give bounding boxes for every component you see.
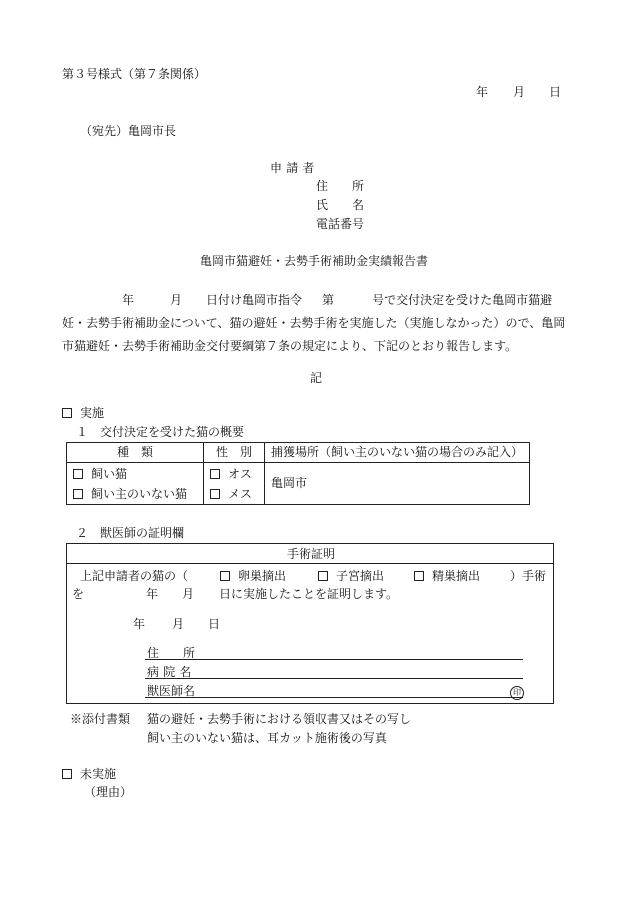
intro-dai: 第 <box>322 293 335 307</box>
header-date-month: 月 <box>513 85 526 99</box>
attachment-2: 飼い主のいない猫は、耳カット施術後の写真 <box>147 731 387 745</box>
certificate-line2-month: 月 <box>182 587 195 601</box>
not-implemented-checkbox[interactable] <box>62 769 72 779</box>
certificate-line1-end: ）手術 <box>510 569 547 583</box>
not-implemented-label: 未実施 <box>80 767 117 781</box>
certificate-hospital-label: 病院名 <box>147 665 196 679</box>
certificate-line2-year: 年 <box>146 587 159 601</box>
addressee: （宛先）亀岡市長 <box>80 124 177 138</box>
form-number: 第３号様式（第７条関係） <box>62 67 207 81</box>
applicant-name-label: 氏 名 <box>316 198 365 212</box>
header-date-year: 年 <box>476 85 489 99</box>
seal-mark <box>510 683 524 700</box>
certificate-line2-wo: を <box>72 587 85 601</box>
sex-male-label: オス <box>228 466 252 481</box>
header-place: 捕獲場所（飼い主のいない猫の場合のみ記入） <box>265 443 530 463</box>
attachment-1: 猫の避妊・去勢手術における領収書又はその写し <box>147 712 412 726</box>
ovary-label: 卵巣摘出 <box>238 569 287 583</box>
seal-icon: 印 <box>510 686 524 700</box>
certificate-vet-label: 獣医師名 <box>147 684 196 698</box>
kind-owned-label: 飼い猫 <box>91 466 128 481</box>
kind-stray-label: 飼い主のいない猫 <box>91 486 188 501</box>
surgery-option-uterus[interactable] <box>318 568 384 584</box>
section1-title: １ 交付決定を受けた猫の概要 <box>76 425 245 439</box>
applicant-address-label: 住 所 <box>316 179 365 193</box>
intro-year: 年 <box>122 293 135 307</box>
uterus-label: 子宮摘出 <box>336 569 385 583</box>
certificate-line2-rest: 日に実施したことを証明します。 <box>219 587 399 601</box>
implemented-label: 実施 <box>80 406 105 420</box>
header-kind: 種 類 <box>67 443 204 463</box>
header-sex: 性 別 <box>204 443 265 463</box>
sex-female-checkbox[interactable] <box>210 489 220 499</box>
intro-rest: 号で交付決定を受けた亀岡市猫避妊・去勢手術補助金について、猫の避妊・去勢手術を実施した（実施しなかった）ので、亀岡市猫避妊・去勢手術補助金交付要綱第７条の規定により、下記のとおり報告します。 <box>62 293 566 353</box>
certificate-hospital-line[interactable] <box>145 664 523 679</box>
implemented-checkbox[interactable] <box>62 408 72 418</box>
cell-place[interactable]: 亀岡市 <box>265 463 530 505</box>
certificate-address-label: 住 所 <box>147 646 196 660</box>
implemented-option[interactable] <box>62 405 104 421</box>
sex-female-label: メス <box>228 486 253 501</box>
not-implemented-option[interactable] <box>62 766 116 782</box>
attachments-label: ※添付書類 <box>70 712 131 726</box>
certificate-date-day: 日 <box>208 617 221 631</box>
sex-male-checkbox[interactable] <box>210 469 220 479</box>
kind-option-stray[interactable] <box>73 484 197 504</box>
intro-day-text: 日付け亀岡市指令 <box>206 293 303 307</box>
ovary-checkbox[interactable] <box>220 571 230 581</box>
sex-option-female[interactable] <box>210 484 258 504</box>
cell-sex <box>204 463 265 505</box>
sex-option-male[interactable] <box>210 464 258 484</box>
intro-month: 月 <box>170 293 183 307</box>
kind-owned-checkbox[interactable] <box>73 469 83 479</box>
cat-overview-table <box>66 442 530 505</box>
section2-title: ２ 獣医師の証明欄 <box>76 526 185 540</box>
testis-checkbox[interactable] <box>414 571 424 581</box>
applicant-phone-label: 電話番号 <box>316 217 365 231</box>
certificate-title: 手術証明 <box>287 547 336 561</box>
kind-option-owned[interactable] <box>73 464 197 484</box>
uterus-checkbox[interactable] <box>318 571 328 581</box>
ki-heading: 記 <box>310 371 323 385</box>
certificate-line1-start: 上記申請者の猫の（ <box>80 569 189 583</box>
certificate-vet-line[interactable] <box>145 683 523 698</box>
reason-label: （理由） <box>84 785 133 799</box>
cell-kind <box>67 463 204 505</box>
applicant-title: 申請者 <box>270 161 319 175</box>
document-title: 亀岡市猫避妊・去勢手術補助金実績報告書 <box>200 254 429 268</box>
intro-paragraph <box>62 289 574 358</box>
certificate-address-line[interactable] <box>145 645 523 660</box>
header-date-day: 日 <box>549 85 562 99</box>
certificate-date-year: 年 <box>133 617 146 631</box>
surgery-option-testis[interactable] <box>414 568 480 584</box>
testis-label: 精巣摘出 <box>432 569 481 583</box>
surgery-option-ovary[interactable] <box>220 568 286 584</box>
kind-stray-checkbox[interactable] <box>73 489 83 499</box>
certificate-date-month: 月 <box>172 617 185 631</box>
